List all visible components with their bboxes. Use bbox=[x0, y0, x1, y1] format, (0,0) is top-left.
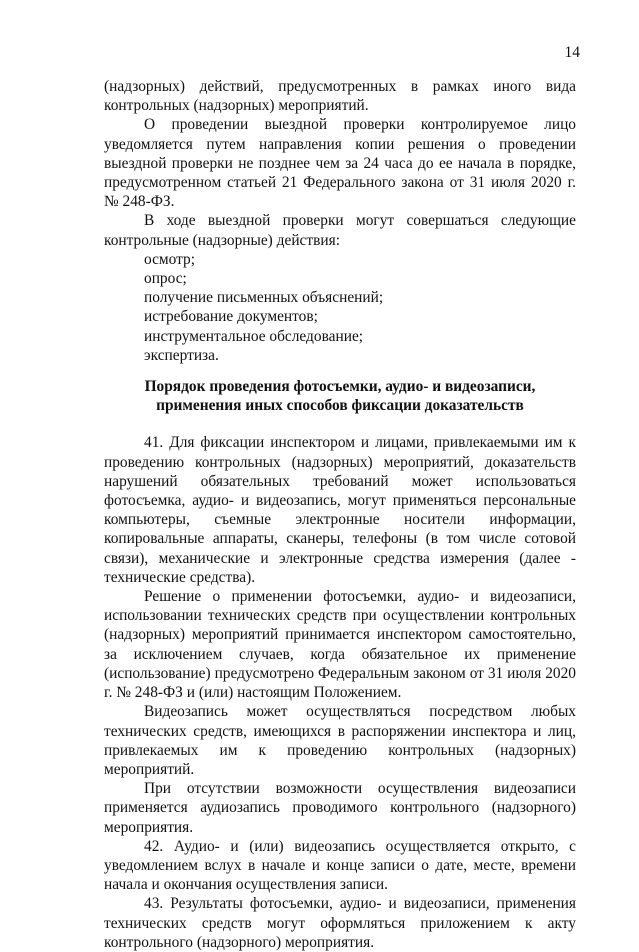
paragraph-video: Видеозапись может осуществляться посредством любых технических средств, имеющихся в распоряжении инспектора и лиц, привлекаемых им к проведению контрольных (надзорных) мероприятий. bbox=[104, 703, 576, 778]
paragraph-42: 42. Аудио- и (или) видеозапись осуществляется открыто, с уведомлением вслух в начале и конце записи о дате, месте, времени начала и окончания осуществления записи. bbox=[104, 837, 576, 894]
paragraph-notice: О проведении выездной проверки контролируемое лицо уведомляется путем направления копии решения о проведении выездной проверки не позднее чем за 24 часа до ее начала в порядке, предусмотренном статьей 21 Федерального закона от 31 июля 2020 г. № 248-ФЗ. bbox=[104, 116, 576, 211]
document-body bbox=[104, 77, 576, 952]
paragraph-audio: При отсутствии возможности осуществления видеозаписи применяется аудиозапись проводимого контрольного (надзорного) мероприятия. bbox=[104, 780, 576, 836]
paragraph-intro: (надзорных) действий, предусмотренных в рамках иного вида контрольных (надзорных) мероприятий. bbox=[104, 78, 576, 115]
paragraph-43: 43. Результаты фотосъемки, аудио- и видеозаписи, применения технических средств могут оформляться приложением к акту контрольного (надзорного) мероприятия. bbox=[104, 895, 576, 951]
list-item: получение письменных объяснений; bbox=[144, 289, 384, 307]
list-item: опрос; bbox=[144, 270, 187, 288]
paragraph-actions: В ходе выездной проверки могут совершаться следующие контрольные (надзорные) действия: bbox=[104, 212, 576, 249]
paragraph-decision: Решение о применении фотосъемки, аудио- и видеозаписи, использовании технических средств при осуществлении контрольных (надзорных) мероприятий принимается инспектором самостоятельно, за исключением случаев, когда обязательное их применение (использование) предусмотрено Федеральным законом от 31 июля 2020 г. № 248-ФЗ и (или) настоящим Положением. bbox=[104, 588, 576, 702]
page-number: 14 bbox=[564, 44, 580, 61]
list-item: экспертиза. bbox=[144, 346, 219, 364]
actions-list bbox=[104, 250, 576, 365]
list-item: осмотр; bbox=[144, 250, 196, 268]
list-item: инструментальное обследование; bbox=[144, 327, 364, 345]
paragraph-41: 41. Для фиксации инспектором и лицами, привлекаемыми им к проведению контрольных (надзорных) мероприятий, доказательств нарушений обязательных требований может использоваться фотосъемка, аудио- и видеозапись, могут применяться персональные компьютеры, съемные электронные носители информации, копировальные аппараты, сканеры, телефоны (в том числе сотовой связи), механические и электронные средства измерения (далее - технические средства). bbox=[104, 434, 576, 586]
list-item: истребование документов; bbox=[144, 308, 318, 326]
section-heading: Порядок проведения фотосъемки, аудио- и видеозаписи, применения иных способов фиксации доказательств bbox=[144, 378, 536, 415]
